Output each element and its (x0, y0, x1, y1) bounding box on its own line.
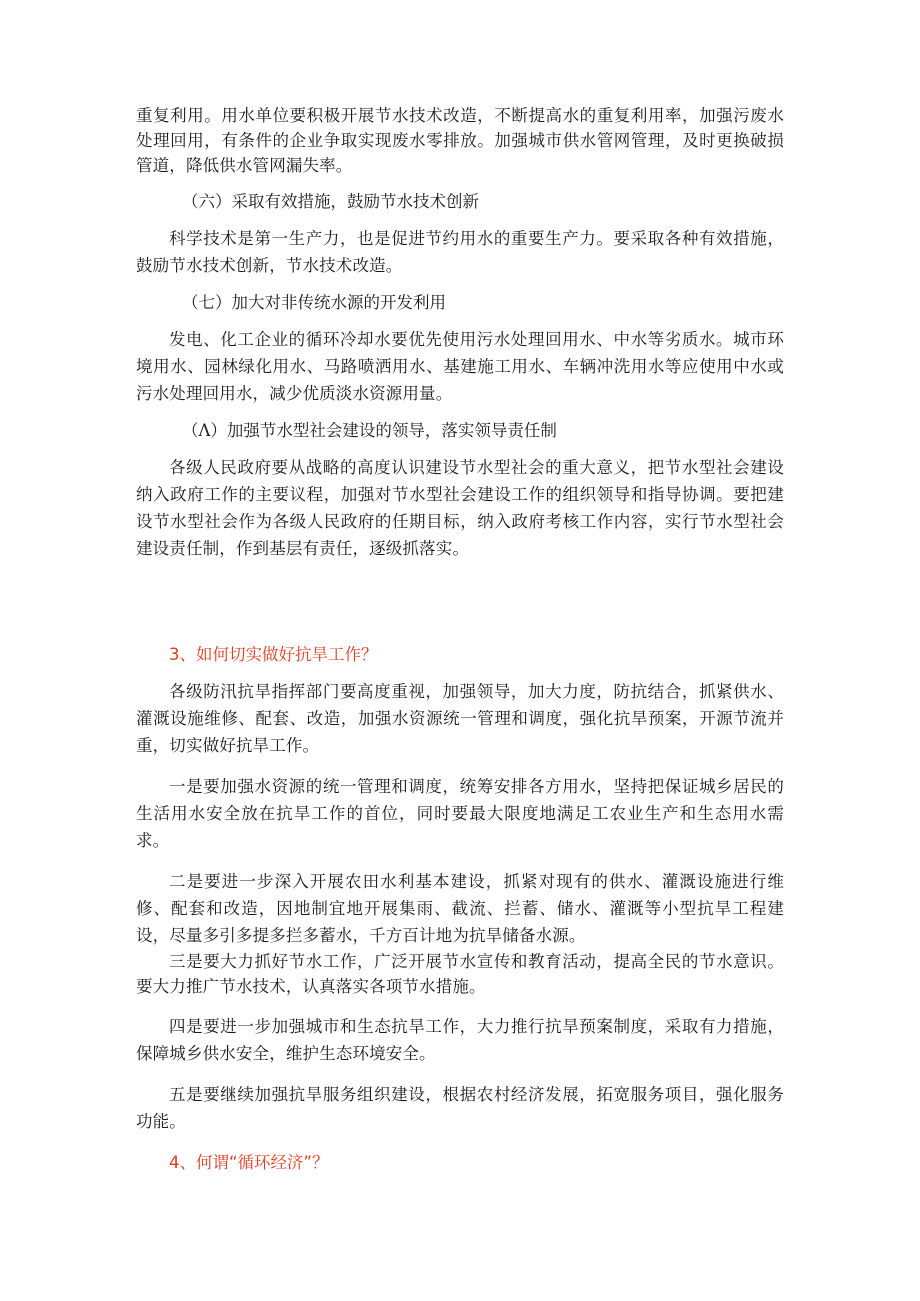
paragraph-tech-innovation: 科学技术是第一生产力，也是促进节约用水的重要生产力。要采取各种有效措施，鼓励节水技术创新，节水技术改造。 (136, 229, 784, 275)
paragraph-drought-intro: 各级防汛抗旱指挥部门要高度重视，加强领导，加大力度，防抗结合，抓紧供水、灌溉设施维修、配套、改造，加强水资源统一管理和调度，强化抗旱预案，开源节流并重，切实做好抗旱工作。 (136, 682, 784, 755)
subheading-eight: （Λ）加强节水型社会建设的领导，落实领导责任制 (182, 421, 557, 440)
question-4-title: 4、何谓“循环经济”？ (169, 1153, 329, 1172)
paragraph-drought-point-2: 二是要进一步深入开展农田水利基本建设，抓紧对现有的供水、灌溉设施进行维修、配套和改造，因地制宜地开展集雨、截流、拦蓄、储水、灌溉等小型抗旱工程建设，尽量多引多提多拦多蓄水，千方百计地为抗旱储备水源。 (136, 872, 784, 945)
paragraph-drought-point-4: 四是要进一步加强城市和生态抗旱工作，大力推行抗旱预案制度，采取有力措施，保障城乡供水安全，维护生态环境安全。 (136, 1017, 784, 1063)
paragraph-nontraditional-water: 发电、化工企业的循环冷却水要优先使用污水处理回用水、中水等劣质水。城市环境用水、园林绿化用水、马路喷洒用水、基建施工用水、车辆冲洗用水等应使用中水或污水处理回用水，减少优质淡水资源用量。 (136, 330, 784, 403)
paragraph-water-reuse: 重复利用。用水单位要积极开展节水技术改造，不断提高水的重复利用率，加强污废水处理回用，有条件的企业争取实现废水零排放。加强城市供水管网管理，及时更换破损管道，降低供水管网漏失率。 (136, 106, 784, 175)
paragraph-drought-point-3: 三是要大力抓好节水工作，广泛开展节水宣传和教育活动，提高全民的节水意识。要大力推广节水技术，认真落实各项节水措施。 (136, 952, 784, 996)
paragraph-leadership: 各级人民政府要从战略的高度认识建设节水型社会的重大意义，把节水型社会建设纳入政府工作的主要议程，加强对节水型社会建设工作的组织领导和指导协调。要把建设节水型社会作为各级人民政府的任期目标，纳入政府考核工作内容，实行节水型社会建设责任制，作到基层有责任，逐级抓落实。 (136, 458, 784, 558)
paragraph-drought-point-1: 一是要加强水资源的统一管理和调度，统筹安排各方用水，坚持把保证城乡居民的生活用水安全放在抗旱工作的首位，同时要最大限度地满足工农业生产和生态用水需求。 (136, 777, 784, 850)
question-3-title: 3、如何切实做好抗旱工作？ (169, 645, 378, 664)
subheading-seven: （七）加大对非传统水源的开发利用 (182, 293, 446, 312)
document-page (136, 103, 784, 1176)
paragraph-drought-point-5: 五是要继续加强抗旱服务组织建设，根据农村经济发展，拓宽服务项目，强化服务功能。 (136, 1085, 784, 1131)
subheading-six: （六）采取有效措施，鼓励节水技术创新 (182, 192, 479, 211)
